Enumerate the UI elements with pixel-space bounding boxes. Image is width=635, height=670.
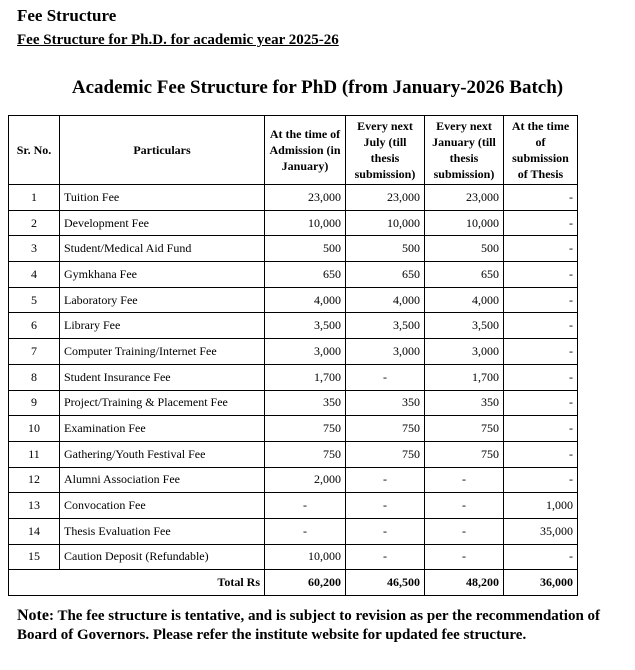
table-row (9, 287, 578, 313)
particular-cell: Thesis Evaluation Fee (60, 518, 265, 544)
sr-no-cell: 6 (9, 313, 60, 339)
admission-cell: 650 (265, 262, 346, 288)
july-cell: 3,500 (346, 313, 425, 339)
january-cell: 750 (425, 441, 504, 467)
july-cell: 750 (346, 416, 425, 442)
thesis-cell: - (504, 390, 578, 416)
particular-cell: Caution Deposit (Refundable) (60, 544, 265, 570)
admission-cell: 1,700 (265, 364, 346, 390)
admission-cell: - (265, 518, 346, 544)
table-row (9, 262, 578, 288)
thesis-cell: - (504, 236, 578, 262)
particular-cell: Examination Fee (60, 416, 265, 442)
july-cell: 23,000 (346, 185, 425, 211)
sr-no-cell: 15 (9, 544, 60, 570)
note-text: : The fee structure is tentative, and is subject to revision as per the recommendation of Board of Governors. Please refer the institute website for updated fee structure. (17, 608, 601, 643)
july-cell: 500 (346, 236, 425, 262)
january-cell: 650 (425, 262, 504, 288)
table-row (9, 185, 578, 211)
total-row (9, 570, 578, 596)
july-cell: 10,000 (346, 210, 425, 236)
table-row (9, 416, 578, 442)
admission-cell: 3,000 (265, 339, 346, 365)
admission-cell: 750 (265, 441, 346, 467)
thesis-cell: - (504, 185, 578, 211)
table-row (9, 313, 578, 339)
admission-cell: 10,000 (265, 210, 346, 236)
january-cell: 4,000 (425, 287, 504, 313)
thesis-cell: - (504, 210, 578, 236)
note-label: Note (17, 607, 49, 624)
sr-no-cell: 10 (9, 416, 60, 442)
admission-cell: 350 (265, 390, 346, 416)
thesis-cell: - (504, 262, 578, 288)
thesis-cell: - (504, 364, 578, 390)
january-cell: 3,000 (425, 339, 504, 365)
sr-no-cell: 12 (9, 467, 60, 493)
july-cell: 4,000 (346, 287, 425, 313)
particular-cell: Laboratory Fee (60, 287, 265, 313)
july-cell: - (346, 518, 425, 544)
particular-cell: Development Fee (60, 210, 265, 236)
table-row (9, 441, 578, 467)
total-july: 46,500 (346, 570, 425, 596)
table-row (9, 493, 578, 519)
table-row (9, 236, 578, 262)
january-cell: 23,000 (425, 185, 504, 211)
january-cell: - (425, 493, 504, 519)
table-row (9, 364, 578, 390)
table-row (9, 210, 578, 236)
particular-cell: Student Insurance Fee (60, 364, 265, 390)
sr-no-cell: 1 (9, 185, 60, 211)
table-header-row (9, 116, 578, 185)
january-cell: 10,000 (425, 210, 504, 236)
particular-cell: Project/Training & Placement Fee (60, 390, 265, 416)
admission-cell: 4,000 (265, 287, 346, 313)
sr-no-cell: 9 (9, 390, 60, 416)
thesis-cell: - (504, 467, 578, 493)
thesis-cell: - (504, 339, 578, 365)
total-label: Total Rs (9, 570, 265, 596)
admission-cell: - (265, 493, 346, 519)
admission-cell: 23,000 (265, 185, 346, 211)
january-cell: 500 (425, 236, 504, 262)
particular-cell: Student/Medical Aid Fund (60, 236, 265, 262)
particular-cell: Library Fee (60, 313, 265, 339)
sr-no-cell: 13 (9, 493, 60, 519)
july-cell: 650 (346, 262, 425, 288)
january-cell: - (425, 518, 504, 544)
thesis-cell: - (504, 441, 578, 467)
table-row (9, 544, 578, 570)
fee-table-body (9, 185, 578, 570)
table-row (9, 467, 578, 493)
particular-cell: Tuition Fee (60, 185, 265, 211)
sr-no-cell: 11 (9, 441, 60, 467)
thesis-cell: 35,000 (504, 518, 578, 544)
thesis-cell: - (504, 416, 578, 442)
col-admission: At the time of Admission (in January) (265, 116, 346, 185)
january-cell: 350 (425, 390, 504, 416)
january-cell: 3,500 (425, 313, 504, 339)
fee-table (8, 115, 578, 596)
particular-cell: Alumni Association Fee (60, 467, 265, 493)
july-cell: - (346, 544, 425, 570)
admission-cell: 10,000 (265, 544, 346, 570)
admission-cell: 500 (265, 236, 346, 262)
col-thesis: At the time of submission of Thesis (504, 116, 578, 185)
sr-no-cell: 4 (9, 262, 60, 288)
january-cell: 750 (425, 416, 504, 442)
particular-cell: Gymkhana Fee (60, 262, 265, 288)
col-particulars: Particulars (60, 116, 265, 185)
table-row (9, 390, 578, 416)
july-cell: 3,000 (346, 339, 425, 365)
total-admission: 60,200 (265, 570, 346, 596)
admission-cell: 3,500 (265, 313, 346, 339)
page-subtitle: Fee Structure for Ph.D. for academic year 2025-26 (17, 32, 339, 48)
col-sr-no: Sr. No. (9, 116, 60, 185)
col-january: Every next January (till thesis submission) (425, 116, 504, 185)
table-row (9, 339, 578, 365)
july-cell: 350 (346, 390, 425, 416)
admission-cell: 750 (265, 416, 346, 442)
thesis-cell: 1,000 (504, 493, 578, 519)
thesis-cell: - (504, 313, 578, 339)
july-cell: - (346, 493, 425, 519)
sr-no-cell: 3 (9, 236, 60, 262)
sr-no-cell: 14 (9, 518, 60, 544)
particular-cell: Gathering/Youth Festival Fee (60, 441, 265, 467)
col-july: Every next July (till thesis submission) (346, 116, 425, 185)
table-row (9, 518, 578, 544)
admission-cell: 2,000 (265, 467, 346, 493)
thesis-cell: - (504, 544, 578, 570)
particular-cell: Convocation Fee (60, 493, 265, 519)
january-cell: - (425, 467, 504, 493)
january-cell: - (425, 544, 504, 570)
table-title: Academic Fee Structure for PhD (from January-2026 Batch) (71, 77, 564, 98)
july-cell: - (346, 364, 425, 390)
note (17, 606, 632, 645)
sr-no-cell: 5 (9, 287, 60, 313)
sr-no-cell: 7 (9, 339, 60, 365)
sr-no-cell: 2 (9, 210, 60, 236)
july-cell: 750 (346, 441, 425, 467)
particular-cell: Computer Training/Internet Fee (60, 339, 265, 365)
january-cell: 1,700 (425, 364, 504, 390)
sr-no-cell: 8 (9, 364, 60, 390)
total-january: 48,200 (425, 570, 504, 596)
july-cell: - (346, 467, 425, 493)
page-title: Fee Structure (17, 6, 117, 25)
total-thesis: 36,000 (504, 570, 578, 596)
thesis-cell: - (504, 287, 578, 313)
